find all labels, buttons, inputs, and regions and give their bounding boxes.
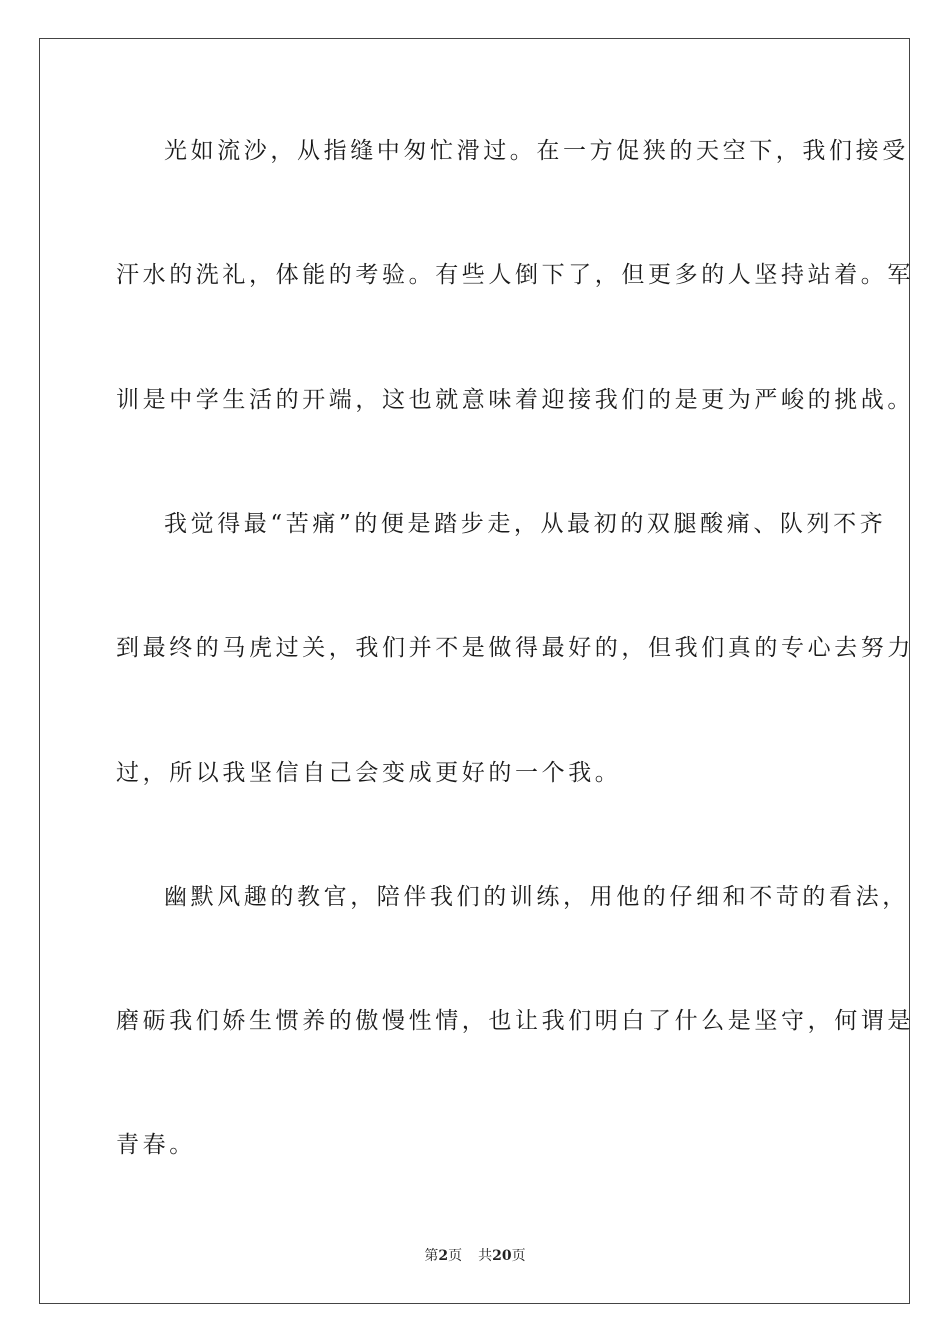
paragraph-2-line-3: 过，所以我坚信自己会变成更好的一个我。 (116, 760, 622, 786)
page-indicator (424, 1248, 462, 1264)
page-border (39, 38, 914, 1304)
paragraph-3-line-3: 青春。 (116, 1132, 196, 1158)
total-pages: 20 (492, 1248, 512, 1264)
paragraph-2-line-1: 我觉得最“苦痛”的便是踏步走，从最初的双腿酸痛、队列不齐 (164, 511, 887, 537)
paragraph-2-line-2: 到最终的马虎过关，我们并不是做得最好的，但我们真的专心去努力 (116, 635, 914, 661)
paragraph-1-line-2: 汗水的洗礼，体能的考验。有些人倒下了，但更多的人坚持站着。军 (116, 262, 914, 288)
paragraph-1-line-3: 训是中学生活的开端，这也就意味着迎接我们的是更为严峻的挑战。 (116, 387, 914, 413)
page-footer (0, 1247, 950, 1265)
paragraph-1-line-1: 光如流沙，从指缝中匆忙滑过。在一方促狭的天空下，我们接受 (164, 138, 909, 164)
total-pages-indicator (478, 1248, 525, 1264)
paragraph-3-line-1: 幽默风趣的教官，陪伴我们的训练，用他的仔细和不苛的看法， (164, 884, 909, 910)
page-prefix: 第 (424, 1248, 439, 1264)
paragraph-3-line-2: 磨砺我们娇生惯养的傲慢性情，也让我们明白了什么是坚守，何谓是 (116, 1008, 914, 1034)
page-suffix: 页 (448, 1248, 463, 1264)
page-number: 2 (438, 1248, 449, 1264)
total-prefix: 共 (478, 1248, 493, 1264)
total-suffix: 页 (511, 1248, 526, 1264)
